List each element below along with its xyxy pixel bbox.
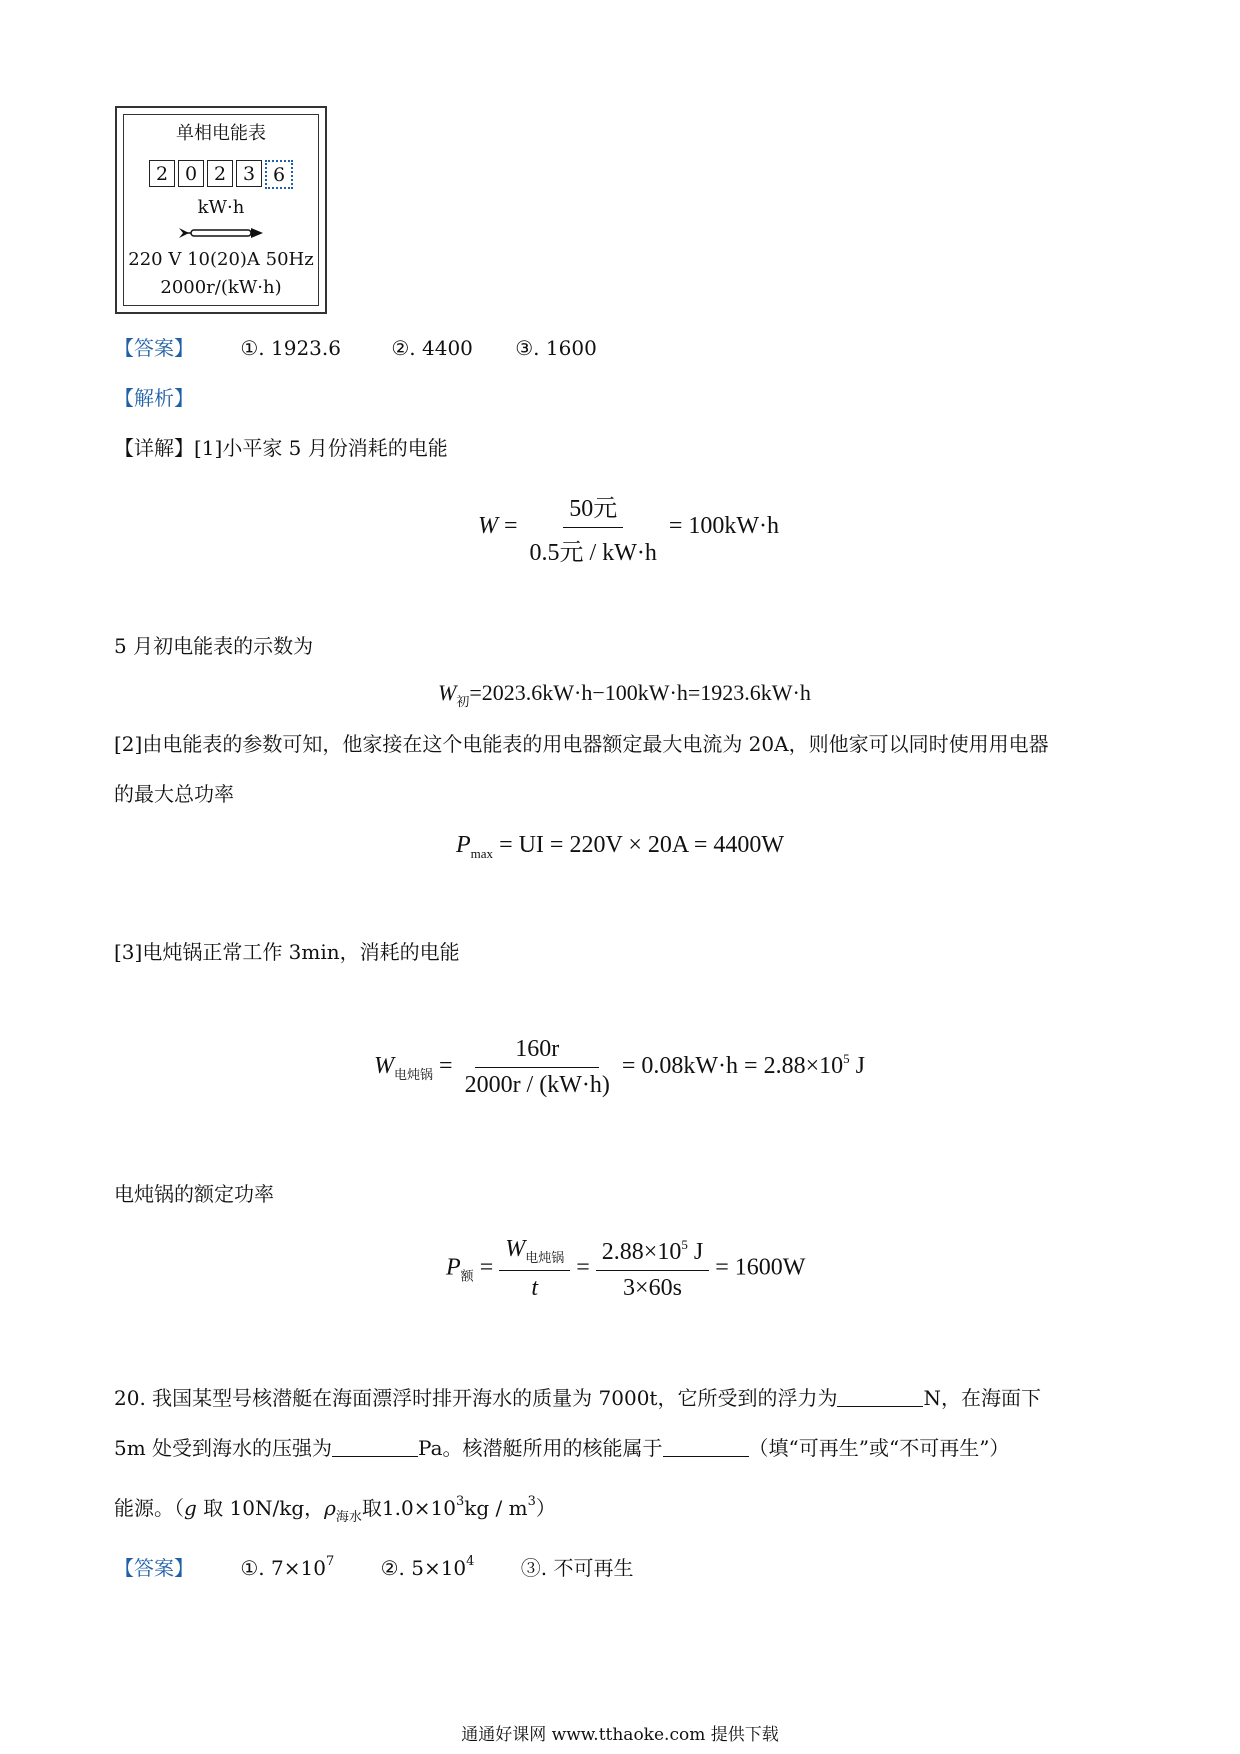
answer-blank-3 [663, 1436, 749, 1457]
q20-rho-symbol: ρ [324, 1496, 336, 1520]
meter-digits [124, 160, 318, 189]
eq2-symbol: W [438, 680, 457, 705]
q20-text-3e: ） [535, 1496, 556, 1520]
eq4-rhs: = 0.08kW·h = 2.88×10 [621, 1053, 844, 1080]
eq1-denominator: 0.5元 / kW·h [529, 540, 657, 566]
detail-paragraph-1 [114, 434, 448, 462]
meter-inner-frame [123, 114, 319, 306]
meter-digit: 2 [149, 160, 175, 187]
meter-title: 单相电能表 [176, 123, 266, 144]
analysis-label: 【解析】 [114, 386, 194, 410]
q20-line-1 [114, 1384, 1041, 1412]
eq5-frac2-denominator: 3×60s [623, 1274, 682, 1301]
q20-text-1a: 20. 我国某型号核潜艇在海面漂浮时排开海水的质量为 7000t，它所受到的浮力为 [114, 1386, 838, 1410]
q20-text-3d: kg / m [464, 1496, 528, 1520]
eq1-fraction [524, 488, 663, 567]
answer-label: 【答案】 [114, 336, 194, 360]
answer-blank-1 [837, 1386, 923, 1407]
paragraph-meter-start: 5 月初电能表的示数为 [114, 634, 314, 658]
eq5-frac2-numerator [596, 1237, 709, 1271]
eq4-exponent: 5 [843, 1051, 850, 1067]
q20-text-2a: 5m 处受到海水的压强为 [114, 1436, 333, 1460]
eq2-subscript: 初 [456, 694, 470, 709]
eq4-subscript: 电炖锅 [394, 1067, 434, 1083]
q20-answer-label: 【答案】 [114, 1556, 194, 1580]
eq5-rhs: = 1600W [715, 1254, 806, 1281]
eq5-f1-symbol: W [505, 1236, 526, 1262]
eq1-lhs: W [478, 513, 498, 540]
meter-unit: kW·h [197, 197, 245, 218]
eq3-symbol: P [456, 832, 471, 858]
eq4-numerator: 160r [475, 1036, 599, 1068]
eq1-rhs: 100kW·h [688, 513, 780, 540]
paragraph-2-line-1: [2]由电能表的参数可知，他家接在这个电能表的用电器额定最大电流为 20A，则他家可以同时使用用电器 [114, 732, 1049, 756]
answer-2: ②. 4400 [391, 336, 473, 360]
detail-label: 【详解】 [114, 436, 194, 460]
q20-text-2b: Pa。核潜艇所用的核能属于 [418, 1436, 663, 1460]
q20-answer-line [114, 1548, 634, 1582]
eq3-subscript: max [470, 846, 494, 861]
equation-energy-may: W = $\frac{\text{50元}}{\text{0.5元 / kW·h}}$ = 100kW·h [478, 488, 779, 567]
detail-text-1: [1]小平家 5 月份消耗的电能 [194, 436, 448, 460]
q20-answer-1-exp: 7 [325, 1554, 335, 1569]
q20-text-3a: 能源。（ [114, 1496, 184, 1520]
eq5-fraction-2 [596, 1237, 709, 1302]
equation-initial-reading [438, 680, 811, 710]
q20-text-2c: （填“可再生”或“不可再生”） [748, 1436, 1010, 1460]
answer-1: ①. 1923.6 [240, 336, 341, 360]
q20-answer-3: ③. 不可再生 [520, 1556, 634, 1580]
rotor-arrow-icon [179, 226, 265, 240]
meter-digit: 0 [178, 160, 204, 187]
q20-line-2 [114, 1434, 1009, 1462]
meter-digit: 2 [207, 160, 233, 187]
eq3-rest: = UI = 220V × 20A = 4400W [499, 832, 785, 858]
eq5-subscript: 额 [460, 1268, 474, 1284]
paragraph-2-line-2: 的最大总功率 [114, 782, 234, 806]
q20-answer-2 [381, 1556, 475, 1580]
meter-digit-decimal: 6 [265, 160, 293, 189]
q20-g-symbol: g [184, 1496, 197, 1520]
answer-blank-2 [332, 1436, 418, 1457]
paragraph-3: [3]电炖锅正常工作 3min，消耗的电能 [114, 940, 460, 964]
equation-rated-power: $P_额$ = $\frac{W_{电炖锅}}{t}$ = $\frac{2.88\times 10^5 J}{3\times 60s}$ = 1600W [446, 1236, 806, 1301]
eq5-frac1-denominator: t [531, 1275, 539, 1301]
eq4-denominator: 2000r / (kW·h) [464, 1072, 610, 1098]
electricity-meter-figure [115, 106, 327, 314]
eq5-f2-num-exp: 5 [681, 1236, 688, 1252]
equation-max-power [456, 832, 784, 862]
q20-answer-2-base: ②. 5×10 [380, 1556, 467, 1580]
equation-cooker-energy: $W_{电炖锅}$ = $\frac{160r}{2000r / (kW\cdot h)}$ = $0.08kW\cdot h = 2.88\times 10^5$ J [374, 1036, 865, 1098]
eq2-rest: =2023.6kW·h−100kW·h=1923.6kW·h [469, 680, 811, 705]
q20-line-3 [114, 1488, 556, 1532]
q20-text-3b: 取 10N/kg， [196, 1496, 325, 1520]
eq4-fraction [459, 1036, 616, 1099]
q20-text-3c: 取1.0×10 [361, 1496, 456, 1520]
eq5-fraction-1 [499, 1236, 570, 1302]
footer-watermark: 通通好课网 www.tthaoke.com 提供下载 [461, 1725, 779, 1745]
answer-3: ③. 1600 [515, 336, 597, 360]
eq5-f2-num-unit: J [693, 1238, 704, 1265]
q20-answer-1-base: ①. 7×10 [240, 1556, 326, 1580]
paragraph-rated-power: 电炖锅的额定功率 [114, 1182, 274, 1206]
q20-exp-1: 3 [455, 1494, 465, 1509]
eq5-frac1-numerator [499, 1236, 570, 1271]
eq4-symbol: W [374, 1053, 394, 1080]
q20-answer-2-exp: 4 [466, 1554, 475, 1569]
eq1-numerator: 50元 [563, 488, 623, 528]
q20-rho-subscript: 海水 [335, 1510, 362, 1525]
meter-digit: 3 [236, 160, 262, 187]
eq4-unit: J [855, 1053, 865, 1080]
meter-spec-voltage: 220 V 10(20)A 50Hz [128, 249, 314, 270]
eq5-symbol: P [446, 1254, 461, 1281]
q20-exp-2: 3 [527, 1494, 536, 1509]
q19-answer-line [114, 334, 597, 362]
q20-text-1b: N，在海面下 [923, 1386, 1041, 1410]
eq5-f2-num-a: 2.88×10 [601, 1238, 682, 1265]
eq5-f1-subscript: 电炖锅 [525, 1250, 565, 1265]
q20-answer-1 [240, 1556, 334, 1580]
meter-spec-revolutions: 2000r/(kW·h) [160, 277, 282, 298]
